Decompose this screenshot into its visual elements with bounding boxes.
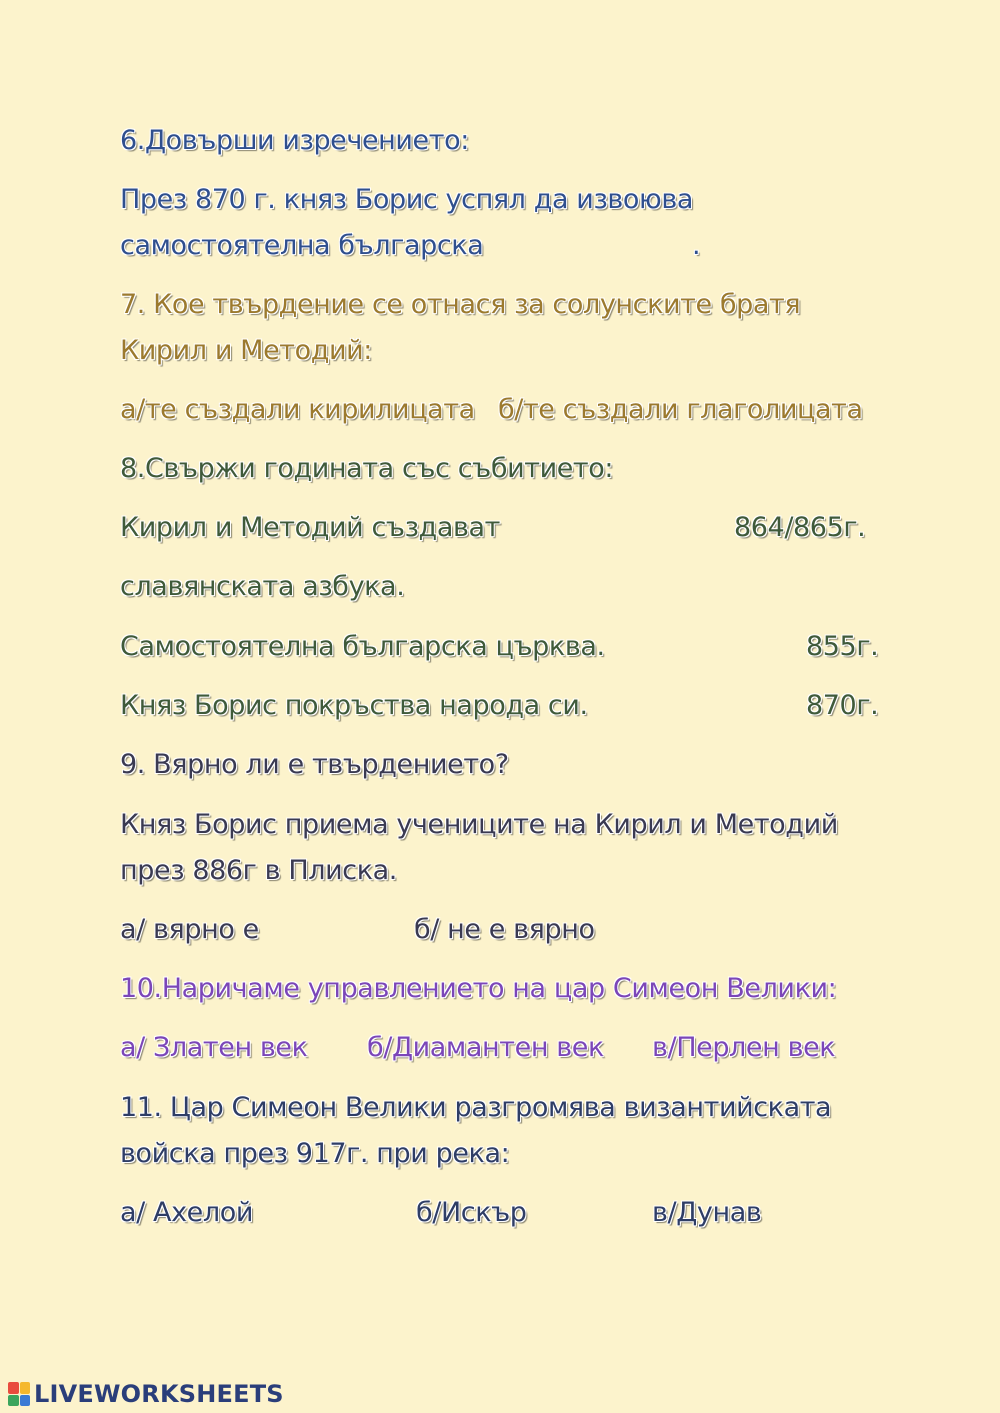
q8-row2-year[interactable]: 855г.	[806, 631, 879, 662]
q7-option-a[interactable]: а/те създали кирилицата	[120, 394, 475, 425]
q9-title: 9. Вярно ли е твърдението?	[120, 749, 509, 780]
q11-option-c[interactable]: в/Дунав	[652, 1197, 762, 1228]
q9-option-b[interactable]: б/ не е вярно	[414, 914, 595, 945]
q9-option-a[interactable]: а/ вярно е	[120, 914, 259, 945]
q9-statement-line1: Княз Борис приема учениците на Кирил и Методий	[120, 809, 838, 840]
q11-title-line1: 11. Цар Симеон Велики разгромява византийската	[120, 1092, 832, 1123]
q8-row3-year[interactable]: 870г.	[806, 690, 879, 721]
q8-row2-event[interactable]: Самостоятелна българска църква.	[120, 631, 605, 662]
q8-row1-event[interactable]: Кирил и Методий създават	[120, 512, 500, 543]
q8-row1-year[interactable]: 864/865г.	[734, 512, 866, 543]
liveworksheets-logo-icon	[8, 1382, 30, 1406]
liveworksheets-logo	[8, 1380, 284, 1408]
q7-title-line2: Кирил и Методий:	[120, 335, 372, 366]
q8-row1-event-cont: славянската азбука.	[120, 571, 405, 602]
liveworksheets-logo-text: LIVEWORKSHEETS	[34, 1380, 284, 1408]
q6-line2-end: .	[692, 230, 701, 261]
q8-title: 8.Свържи годината със събитието:	[120, 453, 614, 484]
q7-option-b[interactable]: б/те създали глаголицата	[498, 394, 863, 425]
q7-title-line1: 7. Кое твърдение се отнася за солунските братя	[120, 289, 801, 320]
q10-title: 10.Наричаме управлението на цар Симеон Велики:	[120, 973, 837, 1004]
q11-option-b[interactable]: б/Искър	[416, 1197, 527, 1228]
q6-line2	[120, 223, 483, 269]
q10-option-c[interactable]: в/Перлен век	[652, 1032, 836, 1063]
q11-option-a[interactable]: а/ Ахелой	[120, 1197, 254, 1228]
q6-line2-start: самостоятелна българска	[120, 230, 484, 261]
q10-option-a[interactable]: а/ Златен век	[120, 1032, 308, 1063]
q6-answer-input[interactable]	[478, 230, 697, 263]
q9-statement-line2: през 886г в Плиска.	[120, 855, 397, 886]
q6-line1: През 870 г. княз Борис успял да извоюва	[120, 184, 694, 215]
q6-title: 6.Довърши изречението:	[120, 125, 469, 156]
q8-row3-event[interactable]: Княз Борис покръства народа си.	[120, 690, 588, 721]
q10-option-b[interactable]: б/Диамантен век	[367, 1032, 604, 1063]
q11-title-line2: войска през 917г. при река:	[120, 1138, 510, 1169]
